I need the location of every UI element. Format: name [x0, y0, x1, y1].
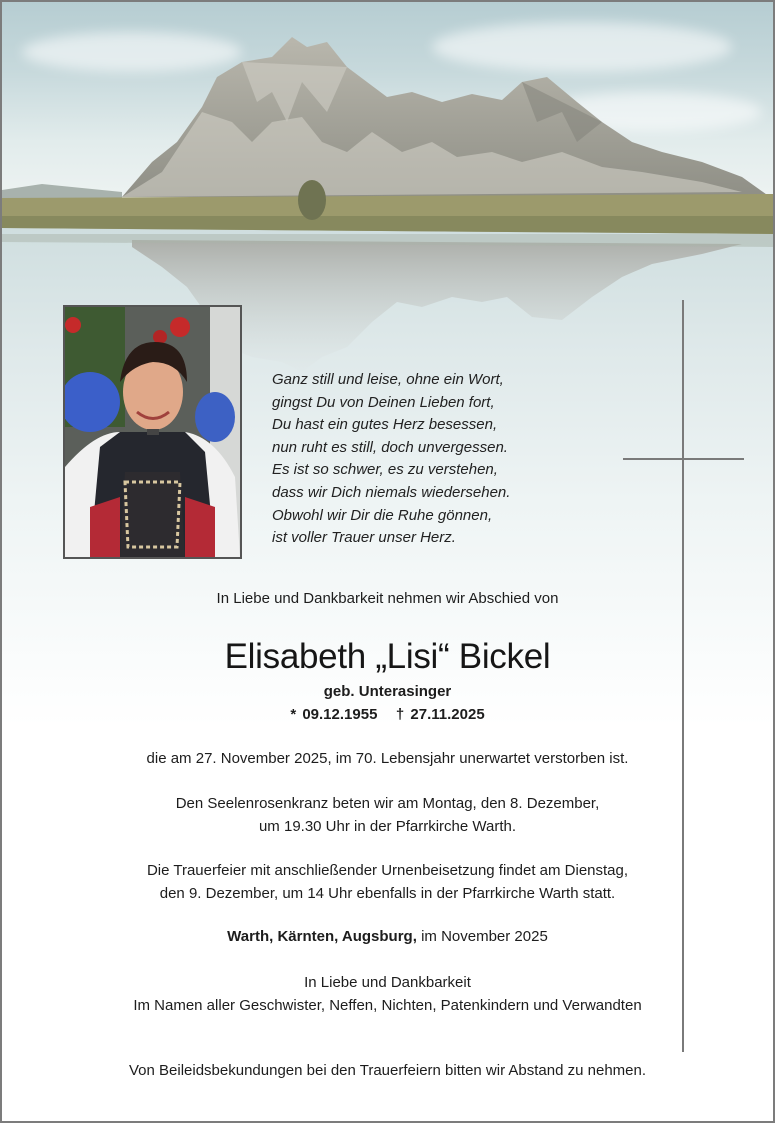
poem-line: Obwohl wir Dir die Ruhe gönnen, — [272, 506, 493, 524]
poem-line: nun ruht es still, doch unvergessen. — [272, 438, 508, 456]
funeral-notice — [2, 860, 773, 905]
birth-name: geb. Unterasinger — [323, 683, 452, 700]
place-and-date — [2, 928, 773, 945]
text-line: Die Trauerfeier mit anschließender Urnenbeisetzung findet am Dienstag, — [146, 862, 629, 879]
life-dates: * 09.12.1955 † 27.11.2025 — [290, 706, 485, 723]
intro-text: In Liebe und Dankbarkeit nehmen wir Abschied von — [216, 590, 559, 607]
date-text: im November 2025 — [416, 928, 548, 945]
portrait-photo — [63, 305, 242, 559]
cross-icon-beam — [623, 458, 744, 460]
text-line: Den Seelenrosenkranz beten wir am Montag, den 8. Dezember, — [175, 795, 600, 812]
text-line: In Liebe und Dankbarkeit — [304, 974, 471, 991]
poem-line: Es ist so schwer, es zu verstehen, — [272, 461, 498, 479]
condolence-note: Von Beileidsbekundungen bei den Trauerfeiern bitten wir Abstand zu nehmen. — [128, 1062, 647, 1079]
poem-line: dass wir Dich niemals wiedersehen. — [272, 483, 511, 501]
text-line: den 9. Dezember, um 14 Uhr ebenfalls in der Pfarrkirche Warth statt. — [159, 884, 616, 902]
text-line: die am 27. November 2025, im 70. Lebensjahr unerwartet verstorben ist. — [146, 750, 629, 767]
death-notice — [2, 748, 773, 771]
deceased-name: Elisabeth „Lisi“ Bickel — [224, 637, 551, 676]
poem-line: Ganz still und leise, ohne ein Wort, — [272, 371, 504, 388]
poem-line: gingst Du von Deinen Lieben fort, — [272, 393, 495, 411]
text-line: um 19.30 Uhr in der Pfarrkirche Warth. — [258, 817, 517, 835]
places: Warth, Kärnten, Augsburg, — [227, 928, 417, 945]
poem-line: ist voller Trauer unser Herz. — [272, 529, 456, 547]
signature-block — [2, 972, 773, 1017]
rosary-notice — [2, 793, 773, 838]
poem-line: Du hast ein gutes Herz besessen, — [272, 416, 498, 434]
text-line: Im Namen aller Geschwister, Neffen, Nichten, Patenkindern und Verwandten — [133, 996, 642, 1014]
poem — [272, 369, 510, 550]
